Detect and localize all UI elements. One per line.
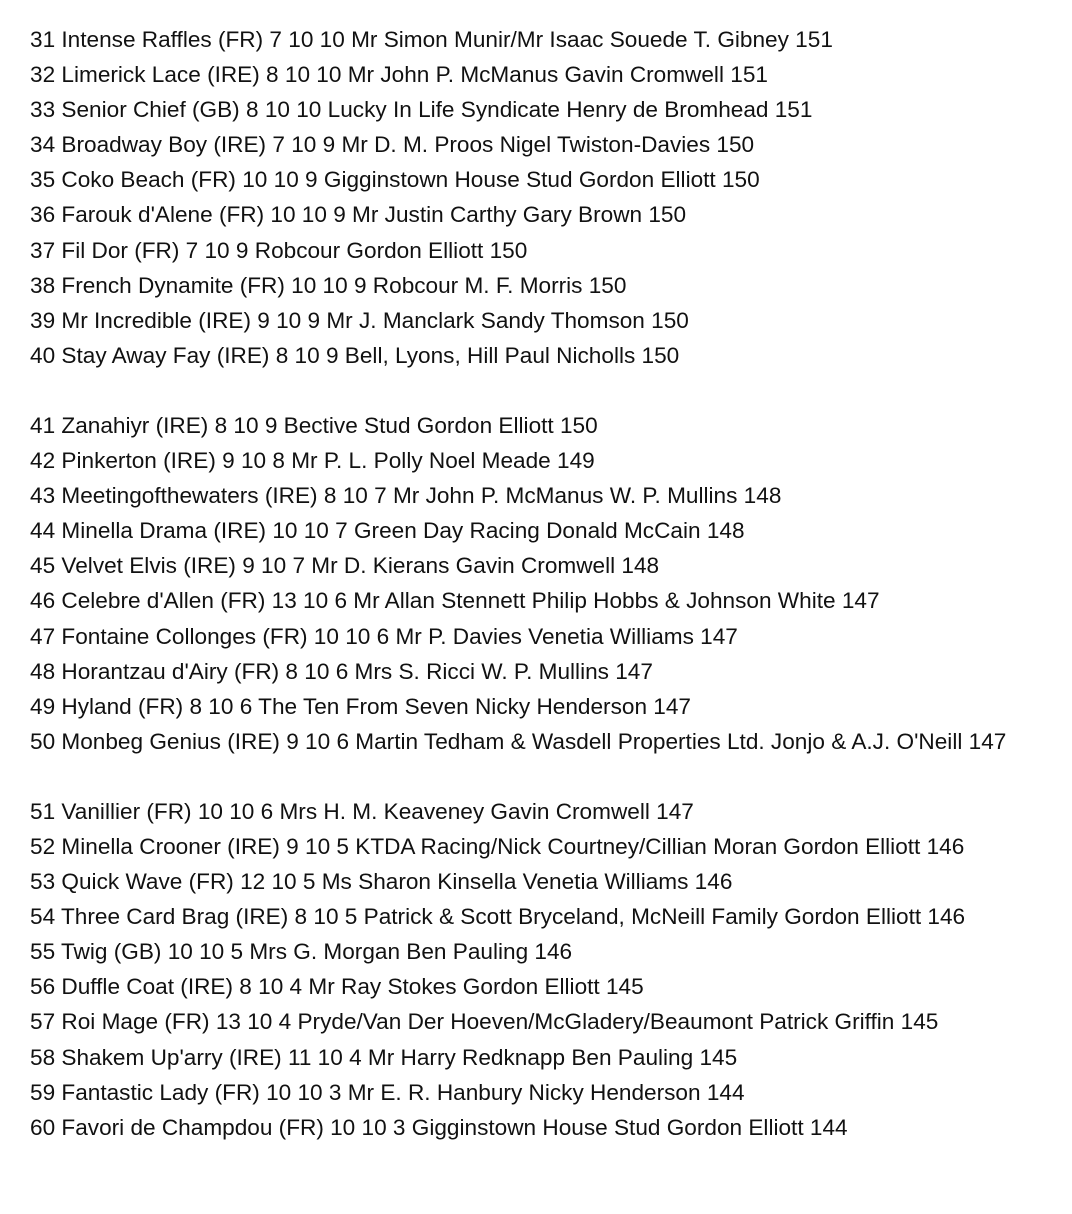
runner-entry: 49 Hyland (FR) 8 10 6 The Ten From Seven Nicky Henderson 147 — [30, 693, 691, 719]
runner-entry: 45 Velvet Elvis (IRE) 9 10 7 Mr D. Kierans Gavin Cromwell 148 — [30, 553, 660, 579]
runner-entry: 31 Intense Raffles (FR) 7 10 10 Mr Simon Munir/Mr Isaac Souede T. Gibney 151 — [30, 27, 833, 52]
runner-entry: 48 Horantzau d'Airy (FR) 8 10 6 Mrs S. Ricci W. P. Mullins 147 — [30, 658, 653, 684]
runner-entry: 55 Twig (GB) 10 10 5 Mrs G. Morgan Ben Pauling 146 — [30, 939, 573, 965]
runner-entry: 54 Three Card Brag (IRE) 8 10 5 Patrick & Scott Bryceland, McNeill Family Gordon Elliott 146 — [30, 904, 966, 930]
runner-entry: 47 Fontaine Collonges (FR) 10 10 6 Mr P. Davies Venetia Williams 147 — [30, 623, 738, 649]
runner-entry: 52 Minella Crooner (IRE) 9 10 5 KTDA Racing/Nick Courtney/Cillian Moran Gordon Elliott 146 — [30, 833, 965, 859]
runner-list — [30, 22, 1030, 1180]
runner-entry: 60 Favori de Champdou (FR) 10 10 3 Gigginstown House Stud Gordon Elliott 144 — [30, 1114, 848, 1140]
runner-entry: 32 Limerick Lace (IRE) 8 10 10 Mr John P. McManus Gavin Cromwell 151 — [30, 62, 768, 88]
runner-entry: 41 Zanahiyr (IRE) 8 10 9 Bective Stud Gordon Elliott 150 — [30, 412, 598, 438]
runner-entry: 44 Minella Drama (IRE) 10 10 7 Green Day Racing Donald McCain 148 — [30, 518, 745, 544]
runner-entry: 40 Stay Away Fay (IRE) 8 10 9 Bell, Lyons, Hill Paul Nicholls 150 — [30, 342, 680, 368]
runner-entry: 56 Duffle Coat (IRE) 8 10 4 Mr Ray Stokes Gordon Elliott 145 — [30, 974, 644, 1000]
runner-entry: 33 Senior Chief (GB) 8 10 10 Lucky In Life Syndicate Henry de Bromhead 151 — [30, 97, 813, 123]
runner-entry: 57 Roi Mage (FR) 13 10 4 Pryde/Van Der Hoeven/McGladery/Beaumont Patrick Griffin 145 — [30, 1009, 939, 1035]
runner-entry: 59 Fantastic Lady (FR) 10 10 3 Mr E. R. Hanbury Nicky Henderson 144 — [30, 1079, 745, 1105]
runner-entry: 35 Coko Beach (FR) 10 10 9 Gigginstown House Stud Gordon Elliott 150 — [30, 167, 760, 193]
runner-entry: 36 Farouk d'Alene (FR) 10 10 9 Mr Justin Carthy Gary Brown 150 — [30, 202, 687, 228]
runner-entry: 38 French Dynamite (FR) 10 10 9 Robcour M. F. Morris 150 — [30, 272, 627, 298]
runner-entry: 58 Shakem Up'arry (IRE) 11 10 4 Mr Harry Redknapp Ben Pauling 145 — [30, 1044, 738, 1070]
runner-group — [30, 794, 1030, 1145]
runner-entry: 39 Mr Incredible (IRE) 9 10 9 Mr J. Manclark Sandy Thomson 150 — [30, 307, 689, 333]
runner-entry: 42 Pinkerton (IRE) 9 10 8 Mr P. L. Polly Noel Meade 149 — [30, 448, 595, 474]
runner-entry: 37 Fil Dor (FR) 7 10 9 Robcour Gordon Elliott 150 — [30, 237, 528, 263]
runner-entry: 46 Celebre d'Allen (FR) 13 10 6 Mr Allan Stennett Philip Hobbs & Johnson White 147 — [30, 588, 880, 614]
runner-entry: 43 Meetingofthewaters (IRE) 8 10 7 Mr John P. McManus W. P. Mullins 148 — [30, 483, 782, 509]
runner-entry: 50 Monbeg Genius (IRE) 9 10 6 Martin Tedham & Wasdell Properties Ltd. Jonjo & A.J. O'Neill 147 — [30, 728, 1007, 754]
runner-entry: 51 Vanillier (FR) 10 10 6 Mrs H. M. Keaveney Gavin Cromwell 147 — [30, 798, 694, 824]
runner-group — [30, 408, 1030, 759]
runner-entry: 53 Quick Wave (FR) 12 10 5 Ms Sharon Kinsella Venetia Williams 146 — [30, 869, 733, 895]
runner-group — [30, 22, 1030, 373]
runner-entry: 34 Broadway Boy (IRE) 7 10 9 Mr D. M. Proos Nigel Twiston-Davies 150 — [30, 132, 755, 158]
